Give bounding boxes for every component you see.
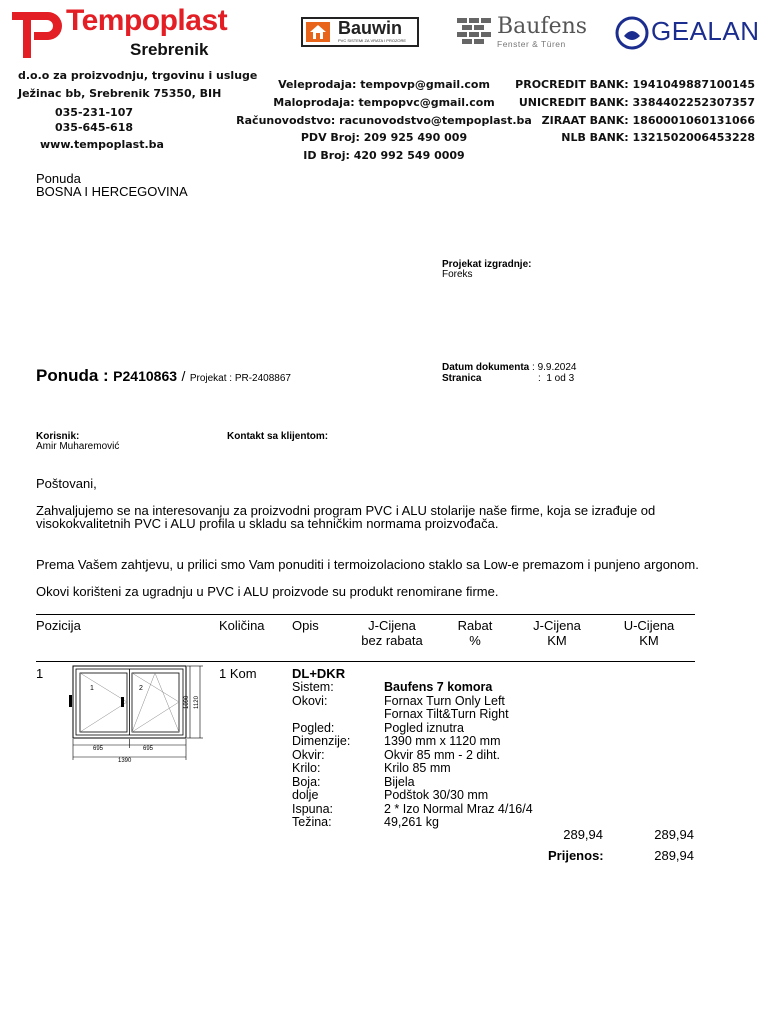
item-unit-price: 289,94	[563, 827, 603, 842]
spec-value: Fornax Tilt&Turn Right	[384, 707, 509, 721]
spec-label: Okvir:	[292, 747, 325, 762]
window-sash-left-label: 1	[90, 685, 94, 692]
spec-label: Pogled:	[292, 720, 335, 735]
bauwin-logo-tagline: PVC SISTEMI ZA VRATA I PROZORE	[338, 38, 407, 43]
client-contact-label: Kontakt sa klijentom:	[227, 431, 329, 442]
spec-value: Fornax Turn Only Left	[384, 693, 505, 708]
document-date-label: Datum dokumenta	[442, 362, 530, 373]
spec-label: Sistem:	[292, 680, 334, 694]
bauwin-logo-icon	[306, 22, 330, 42]
spec-label: Krilo:	[292, 761, 321, 775]
spec-value: Pogled iznutra	[384, 720, 464, 735]
contact-accounting: Računovodstvo: racunovodstvo@tempoplast.ba	[236, 114, 532, 127]
document-page-label: Stranica	[442, 373, 482, 384]
spec-row	[292, 776, 533, 790]
letter-paragraph-1a: Zahvaljujemo se na interesovanju za proizvodni program PVC i ALU stolarije naše firme, koja se izrađuje od	[36, 503, 656, 518]
col-header-unit-km: J-Cijena KM	[533, 618, 581, 648]
spec-label	[292, 708, 384, 722]
table-header-rule	[36, 661, 695, 662]
spec-value: Podštok 30/30 mm	[384, 788, 489, 802]
letter-paragraph-2: Prema Vašem zahtjevu, u prilici smo Vam ponuditi i termoizolaciono staklo sa Low-e premazom i punjeno argonom.	[36, 557, 699, 572]
client-label: Korisnik:	[36, 431, 80, 442]
spec-value: Krilo 85 mm	[384, 761, 451, 775]
spec-value: 49,261 kg	[384, 815, 439, 829]
baufens-logo-icon	[457, 18, 491, 46]
spec-label: Okovi:	[292, 693, 328, 708]
company-name: Tempoplast	[66, 4, 228, 37]
col-header-discount: Rabat %	[457, 618, 493, 648]
bauwin-logo-text: Bauwin	[338, 18, 403, 38]
col-header-unit-price: J-Cijena bez rabata	[361, 618, 423, 648]
item-quantity: 1 Kom	[219, 666, 257, 681]
carry-over-label: Prijenos:	[548, 848, 604, 863]
document-page-value: : 1 od 3	[538, 373, 575, 384]
company-city: Srebrenik	[130, 40, 209, 59]
project-label: Projekat izgradnje:	[442, 259, 532, 270]
company-phone-1: 035-231-107	[55, 106, 134, 119]
spec-row	[292, 681, 533, 695]
spec-value: Bijela	[384, 774, 415, 789]
offer-project-ref: Projekat : PR-2408867	[189, 373, 291, 384]
spec-label: Težina:	[292, 815, 332, 829]
company-website: www.tempoplast.ba	[40, 138, 164, 151]
spec-row	[292, 803, 533, 817]
dimension-height-inner: 1090	[184, 695, 190, 709]
company-logo-icon	[12, 10, 64, 60]
letter-paragraph-1b: visokokvalitetnih PVC i ALU profila u skladu sa tehničkim normama proizvođača.	[36, 516, 499, 531]
offer-title	[36, 366, 291, 386]
spec-label: dolje	[292, 788, 319, 802]
dimension-height-total: 1120	[194, 696, 200, 709]
item-type: DL+DKR	[292, 666, 346, 681]
bank-account: PROCREDIT BANK: 1941049887100145	[515, 78, 755, 91]
col-header-position: Pozicija	[36, 618, 81, 633]
document-date-value: : 9.9.2024	[532, 362, 577, 373]
id-number: ID Broj: 420 992 549 0009	[303, 149, 465, 162]
spec-value: Okvir 85 mm - 2 diht.	[384, 747, 500, 762]
carry-over-value: 289,94	[654, 848, 694, 863]
bank-account: UNICREDIT BANK: 3384402252307357	[518, 96, 755, 109]
spec-row	[292, 722, 533, 736]
spec-row	[292, 695, 533, 709]
spec-row	[292, 749, 533, 763]
window-drawing	[66, 665, 214, 769]
letter-paragraph-3: Okovi korišteni za ugradnju u PVC i ALU proizvode su produkt renomirane firme.	[36, 584, 499, 599]
spec-row	[292, 789, 533, 803]
spec-label: Boja:	[292, 774, 321, 789]
company-address: Ježinac bb, Srebrenik 75350, BIH	[18, 87, 222, 100]
dimension-width-left: 695	[93, 746, 104, 752]
vat-number: PDV Broj: 209 925 490 009	[300, 131, 468, 144]
spec-row	[292, 708, 533, 722]
dimension-width-total: 1390	[118, 758, 132, 764]
company-activity: d.o.o za proizvodnju, trgovinu i usluge	[18, 69, 258, 82]
recipient-line-1: Ponuda	[36, 171, 81, 186]
col-header-description: Opis	[292, 618, 319, 633]
spec-row	[292, 762, 533, 776]
letter-greeting: Poštovani,	[36, 476, 97, 491]
baufens-logo-tagline: Fenster & Türen	[497, 39, 566, 49]
recipient-line-2: BOSNA I HERCEGOVINA	[36, 184, 188, 199]
spec-value: 2 * Izo Normal Mraz 4/16/4	[384, 801, 533, 816]
gealan-logo-text: GEALAN	[651, 16, 760, 46]
offer-number: P2410863	[113, 368, 178, 384]
spec-value: 1390 mm x 1120 mm	[384, 734, 501, 748]
table-top-rule	[36, 614, 695, 615]
spec-row	[292, 735, 533, 749]
offer-separator: /	[181, 368, 186, 384]
contact-retail: Maloprodaja: tempopvc@gmail.com	[273, 96, 495, 109]
bank-account: NLB BANK: 1321502006453228	[561, 131, 755, 144]
baufens-logo-text: Baufens	[497, 14, 588, 39]
dimension-width-right: 695	[143, 746, 154, 752]
bank-account: ZIRAAT BANK: 1860001060131066	[541, 114, 755, 127]
col-header-total-km: U-Cijena KM	[623, 618, 675, 648]
client-name: Amir Muharemović	[36, 441, 120, 452]
project-value: Foreks	[442, 269, 473, 280]
window-sash-right-label: 2	[139, 685, 143, 692]
col-header-quantity: Količina	[219, 618, 265, 633]
item-specs	[292, 681, 533, 830]
spec-value: Baufens 7 komora	[384, 680, 493, 694]
gealan-logo-icon	[615, 16, 649, 50]
offer-label: Ponuda :	[36, 366, 109, 385]
item-position: 1	[36, 666, 44, 681]
spec-label: Dimenzije:	[292, 734, 351, 748]
company-phone-2: 035-645-618	[55, 121, 134, 134]
contact-wholesale: Veleprodaja: tempovp@gmail.com	[278, 78, 490, 91]
spec-row	[292, 816, 533, 830]
item-total-price: 289,94	[654, 827, 694, 842]
spec-label: Ispuna:	[292, 801, 334, 816]
